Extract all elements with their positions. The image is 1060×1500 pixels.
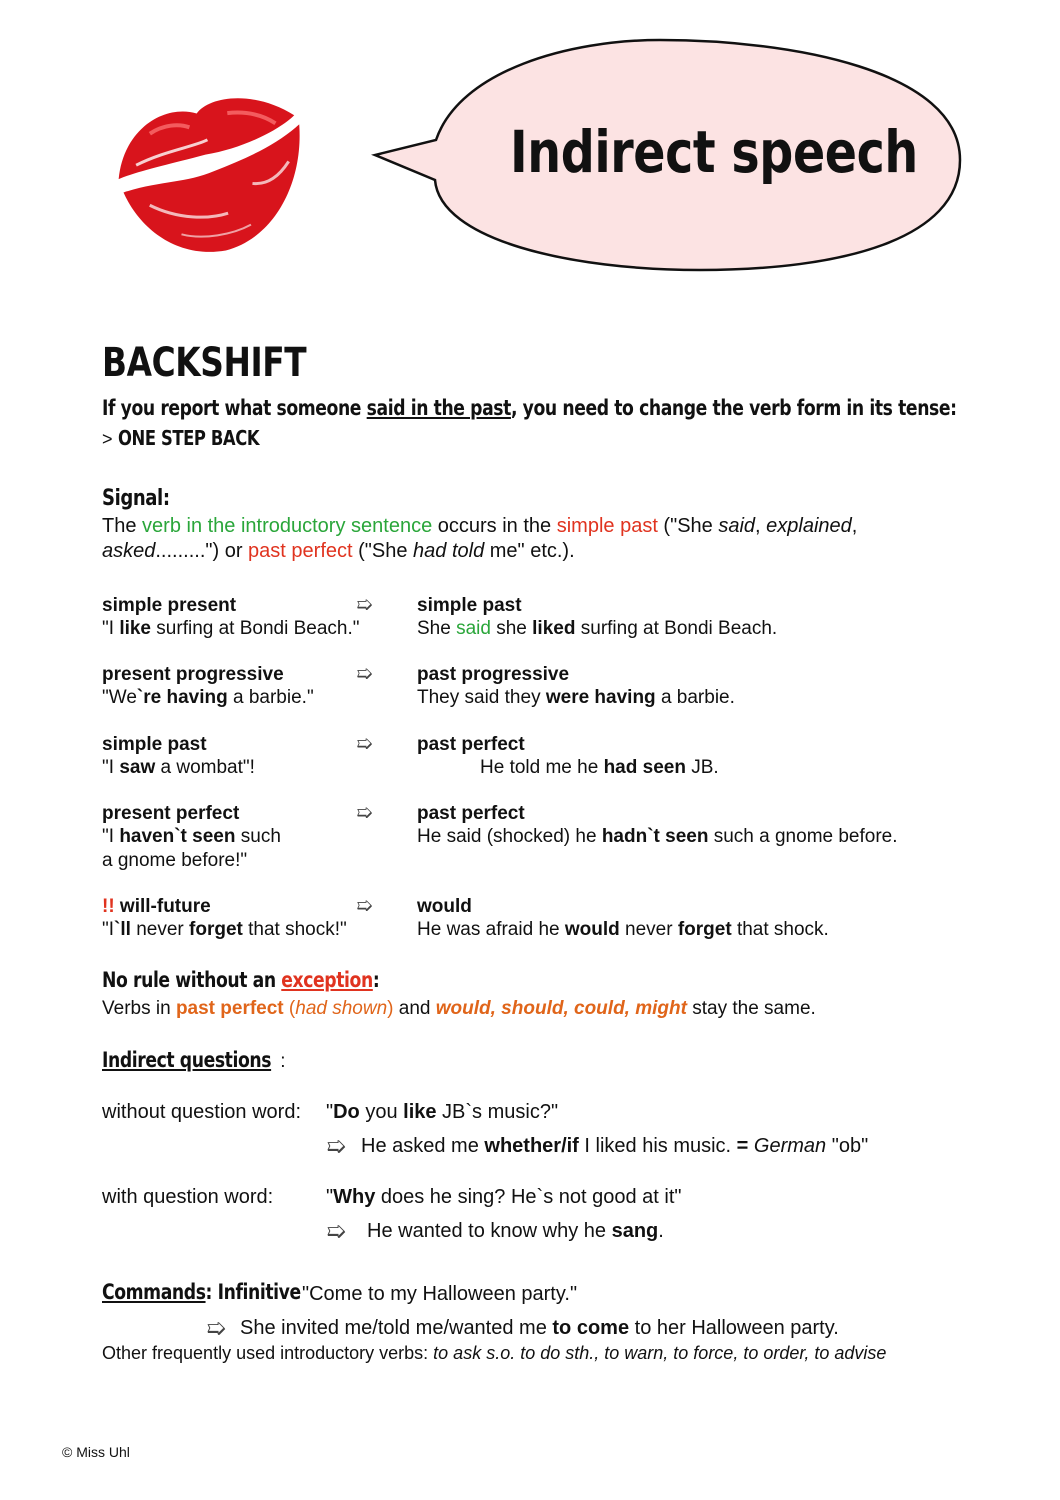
tense-left-example: "I saw a wombat"! <box>102 757 255 778</box>
arrow-icon: ➯ <box>356 895 373 917</box>
tense-left-head: !! will-future <box>102 896 211 917</box>
exception-heading: No rule without an exception: <box>102 968 380 992</box>
arrow-icon: ➯ <box>326 1133 347 1160</box>
question-example-1: "Do you like JB`s music?" <box>326 1101 559 1123</box>
arrow-icon: ➯ <box>356 663 373 685</box>
tense-right-example: He told me he had seen JB. <box>480 757 719 778</box>
commands-heading: Commands: Infinitive <box>102 1280 301 1304</box>
with-question-label: with question word: <box>102 1186 274 1208</box>
tense-right-head: past perfect <box>417 803 525 824</box>
tense-right-head: past perfect <box>417 734 525 755</box>
tense-left-example: "I`ll never forget that shock!" <box>102 919 347 940</box>
tense-right-example: She said she liked surfing at Bondi Beach. <box>417 618 778 639</box>
tense-right-example: He said (shocked) he hadn`t seen such a gnome before. <box>417 826 898 847</box>
arrow-icon: ➯ <box>356 802 373 824</box>
tense-right-example: They said they were having a barbie. <box>417 687 735 708</box>
backshift-intro: If you report what someone said in the past, you need to change the verb form in its tense: <box>102 396 957 420</box>
backshift-heading: BACKSHIFT <box>102 340 307 386</box>
indirect-questions-heading: Indirect questions : <box>102 1048 286 1072</box>
tense-left-example: "I haven`t seen such <box>102 826 281 847</box>
tense-left-example: "I like surfing at Bondi Beach." <box>102 618 360 639</box>
signal-heading: Signal: <box>102 486 170 511</box>
signal-line-1: The verb in the introductory sentence occurs in the simple past ("She said, explained, <box>102 515 858 537</box>
tense-left-head: present perfect <box>102 803 240 824</box>
tense-right-head: simple past <box>417 595 522 616</box>
arrow-icon: ➯ <box>356 733 373 755</box>
tense-right-example: He was afraid he would never forget that shock. <box>417 919 829 940</box>
tense-left-head: simple past <box>102 734 207 755</box>
answer-example-2: He wanted to know why he sang. <box>367 1220 664 1242</box>
command-answer: She invited me/told me/wanted me to come to her Halloween party. <box>240 1317 839 1339</box>
without-question-label: without question word: <box>102 1101 302 1123</box>
tense-left-head: present progressive <box>102 664 284 685</box>
answer-example-1: He asked me whether/if I liked his music. = German "ob" <box>361 1135 869 1157</box>
arrow-icon: ➯ <box>326 1218 347 1245</box>
copyright: © Miss Uhl <box>62 1444 130 1460</box>
exception-text: Verbs in past perfect (had shown) and would, should, could, might stay the same. <box>102 998 816 1019</box>
backshift-step: > ONE STEP BACK <box>102 426 259 450</box>
tense-right-head: would <box>417 896 472 917</box>
kiss-lips-icon <box>100 80 340 270</box>
signal-line-2: asked.........") or past perfect ("She had told me" etc.). <box>102 540 575 562</box>
other-intro-verbs: Other frequently used introductory verbs: to ask s.o. to do sth., to warn, to force, to order, to advise <box>102 1343 887 1363</box>
question-example-2: "Why does he sing? He`s not good at it" <box>326 1186 682 1208</box>
tense-left-head: simple present <box>102 595 237 616</box>
arrow-icon: ➯ <box>206 1315 227 1342</box>
tense-right-head: past progressive <box>417 664 570 685</box>
command-example: "Come to my Halloween party." <box>302 1283 578 1305</box>
tense-left-example: "We`re having a barbie." <box>102 687 314 708</box>
tense-left-example-cont: a gnome before!" <box>102 850 248 871</box>
page-title: Indirect speech <box>510 118 918 186</box>
arrow-icon: ➯ <box>356 594 373 616</box>
